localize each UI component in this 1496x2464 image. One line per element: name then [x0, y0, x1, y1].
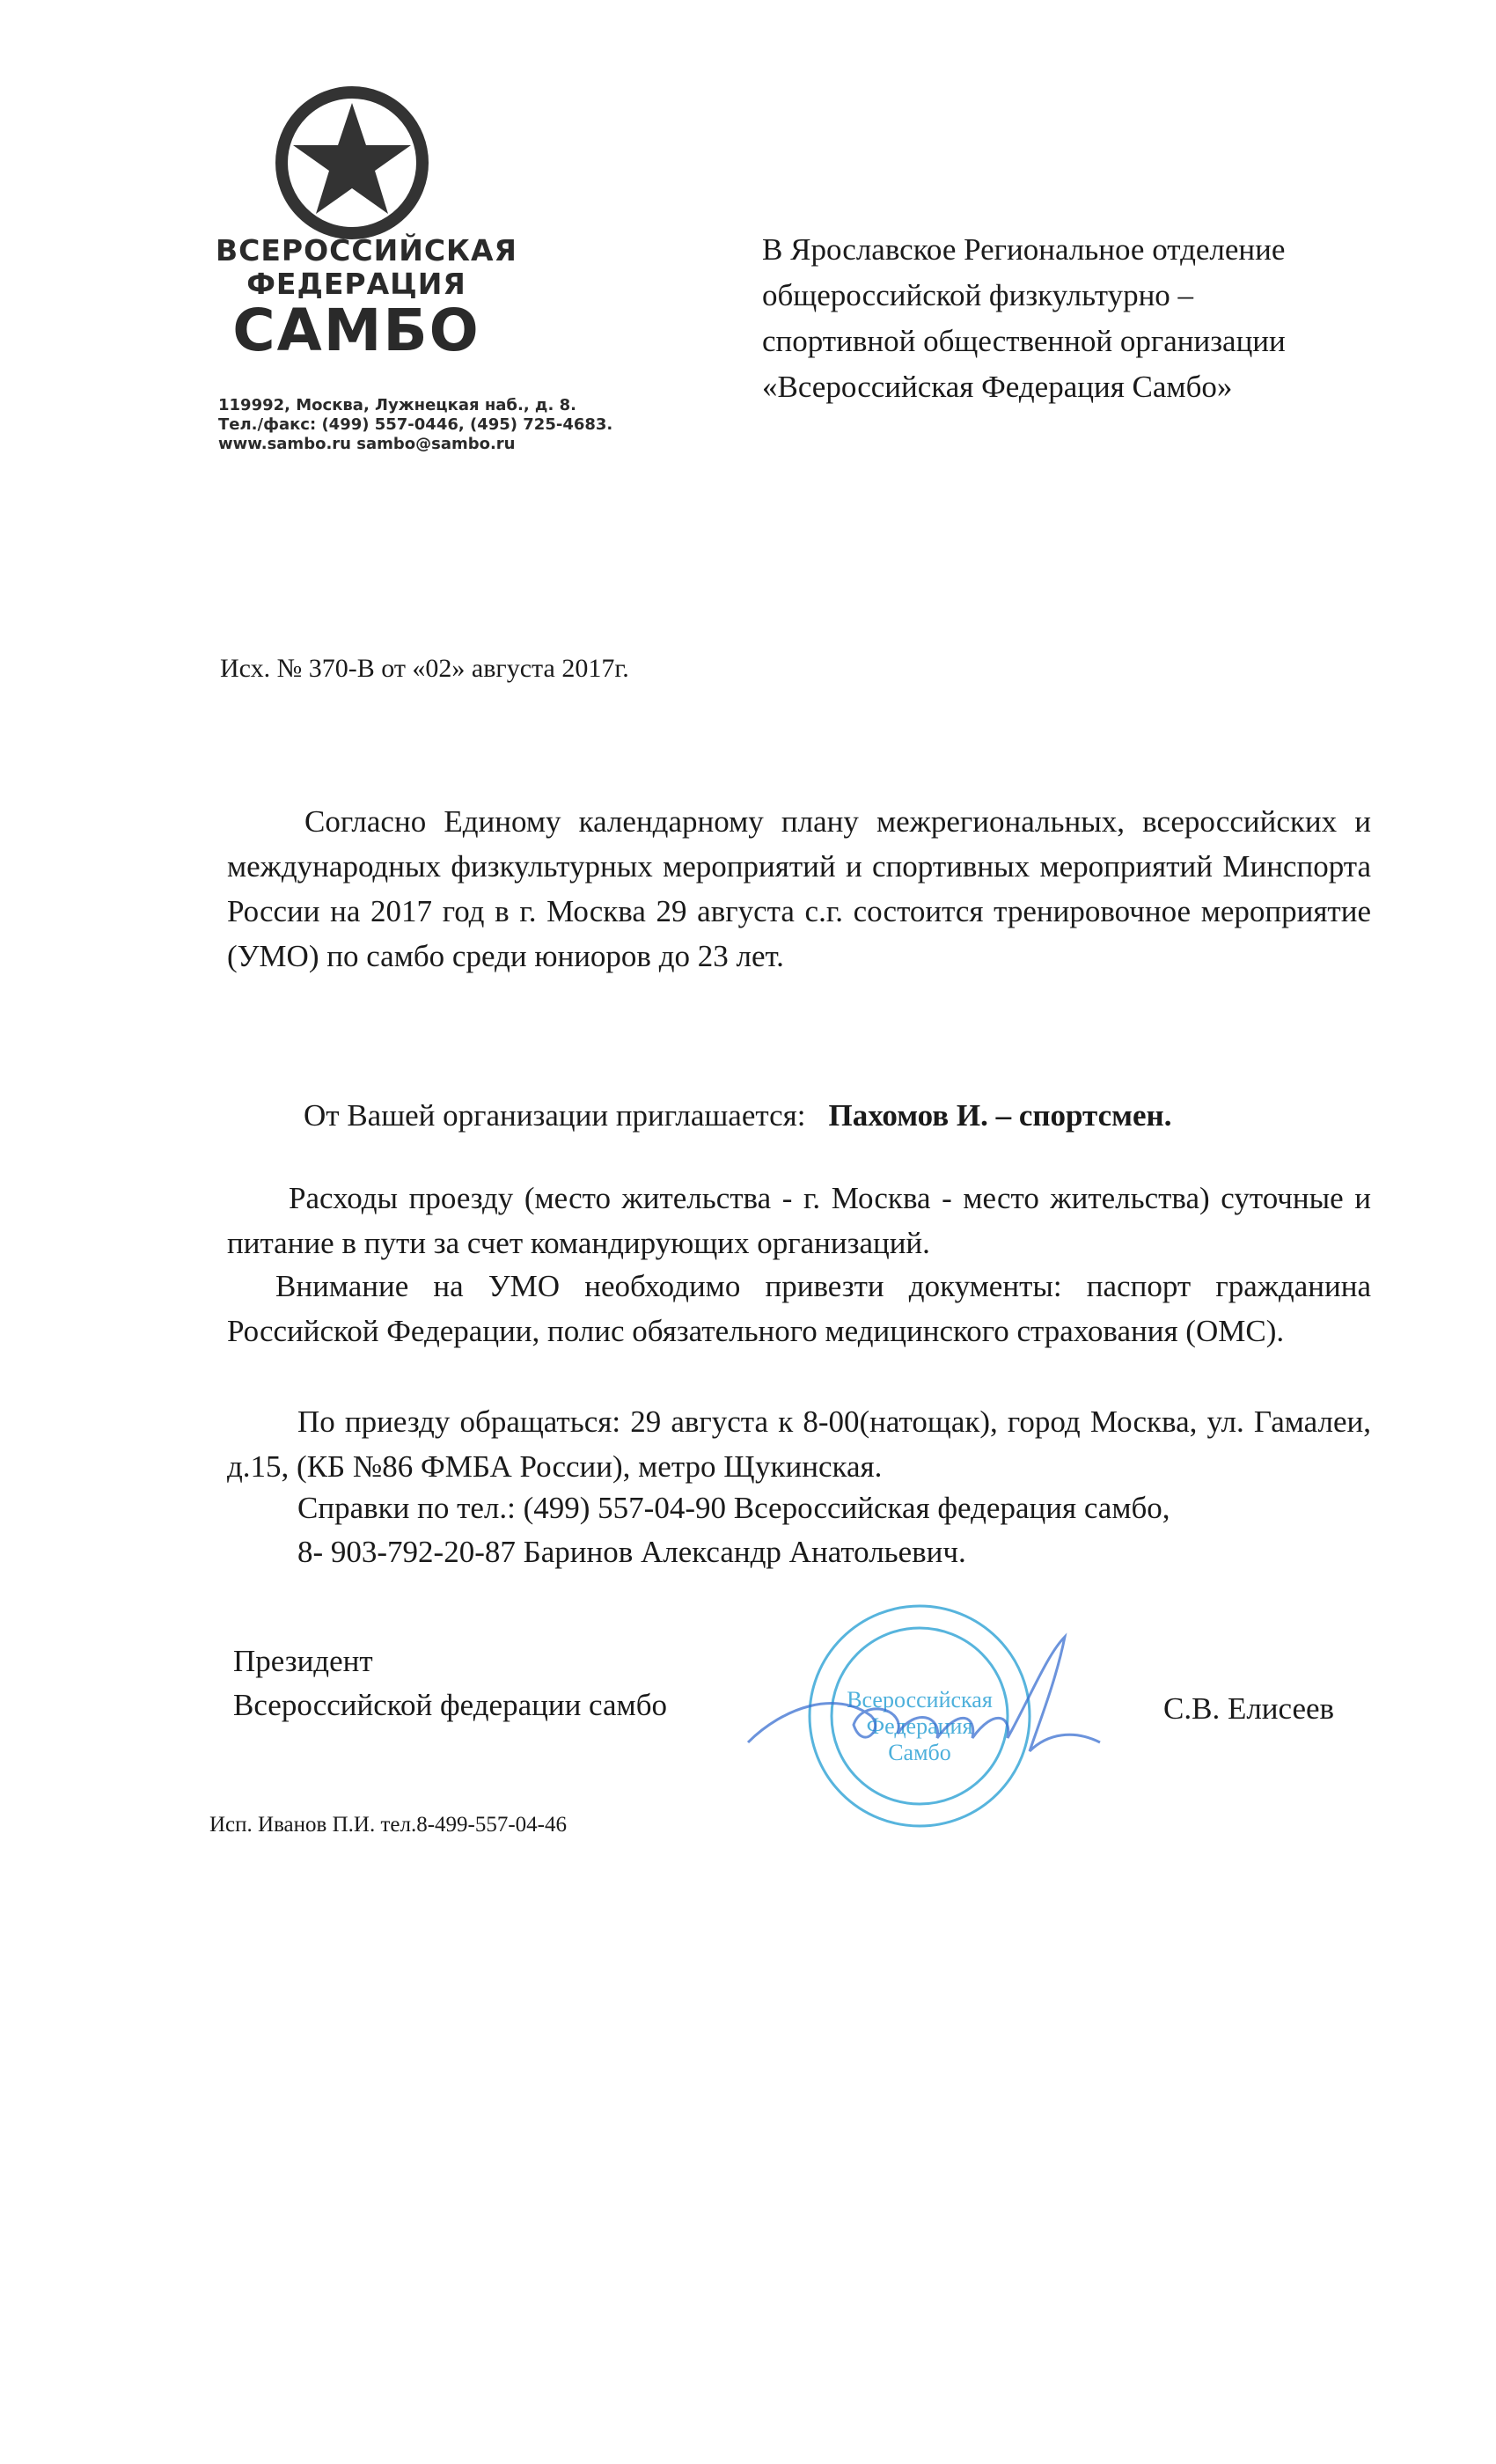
letterhead-web-email: www.sambo.ru sambo@sambo.ru [218, 435, 516, 453]
org-name-line3: САМБО [232, 297, 480, 364]
addressee-line: общероссийской физкультурно – [762, 278, 1194, 312]
signatory-title-line1: Президент [233, 1644, 373, 1678]
org-name-line2: ФЕДЕРАЦИЯ [246, 267, 466, 301]
addressee-line: спортивной общественной организации [762, 324, 1286, 358]
inquiry-line-2: 8- 903-792-20-87 Баринов Александр Анатольевич. [297, 1535, 966, 1569]
letterhead-address: 119992, Москва, Лужнецкая наб., д. 8. [218, 396, 576, 414]
outgoing-reference: Исх. № 370-В от «02» августа 2017г. [220, 654, 629, 683]
addressee-line: В Ярославское Региональное отделение [762, 232, 1286, 267]
executor-line: Исп. Иванов П.И. тел.8-499-557-04-46 [209, 1813, 567, 1837]
svg-text:Самбо: Самбо [888, 1740, 951, 1765]
body-paragraph-2: Расходы проезду (место жительства - г. Москва - место жительства) суточные и питание в пути за счет командирующих организаций. [227, 1181, 1371, 1260]
svg-text:Всероссийская: Всероссийская [847, 1687, 993, 1712]
invitee-name: Пахомов И. – спортсмен. [828, 1098, 1172, 1133]
body-paragraph-1: Согласно Единому календарному плану межрегиональных, всероссийских и международных физкультурных мероприятий и спортивных мероприятий Минспорта России на 2017 год в г. Москва 29 августа с.г. состоится тренировочное мероприятие (УМО) по самбо среди юниоров до 23 лет. [227, 804, 1371, 973]
org-name-line1: ВСЕРОССИЙСКАЯ [216, 233, 517, 268]
addressee-block [762, 227, 1396, 410]
body-paragraph-3: Внимание на УМО необходимо привезти документы: паспорт гражданина Российской Федерации, полис обязательного медицинского страхования (ОМС). [227, 1269, 1371, 1348]
invitation-label: От Вашей организации приглашается: [304, 1098, 806, 1133]
svg-text:Федерация: Федерация [866, 1713, 973, 1739]
signatory-name: С.В. Елисеев [1163, 1691, 1335, 1726]
letterhead-phone: Тел./факс: (499) 557-0446, (495) 725-4683. [218, 415, 613, 434]
invitation-line [304, 1098, 1171, 1133]
body-paragraph-4: По приезду обращаться: 29 августа к 8-00(натощак), город Москва, ул. Гамалеи, д.15, (КБ №86 ФМБА России), метро Щукинская. [227, 1404, 1371, 1484]
addressee-line: «Всероссийская Федерация Самбо» [762, 370, 1233, 404]
star-in-circle-icon [273, 84, 431, 242]
signatory-title-line2: Всероссийской федерации самбо [233, 1688, 668, 1722]
inquiry-line-1: Справки по тел.: (499) 557-04-90 Всероссийская федерация самбо, [297, 1491, 1170, 1525]
official-stamp [730, 1575, 1109, 1866]
